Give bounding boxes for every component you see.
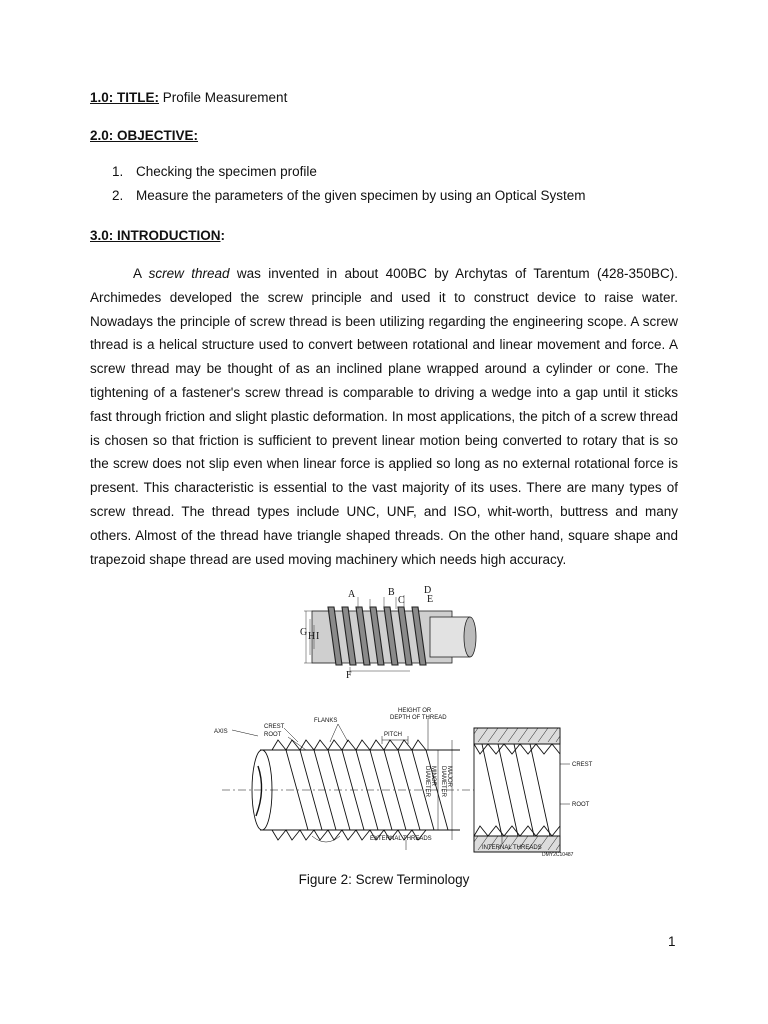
label-minor-1: MINOR — [430, 766, 436, 786]
label-minor-2: DIAMETER — [424, 766, 430, 798]
list-number: 2. — [112, 188, 124, 203]
label-major-2: DIAMETER — [440, 766, 446, 798]
label-figure-code: DMY2C10487 — [542, 852, 574, 858]
label-crest-right: CREST — [572, 762, 593, 768]
intro-lead: A — [133, 266, 149, 281]
label-a: A — [348, 589, 356, 600]
label-root-left: ROOT — [264, 732, 282, 738]
list-text: Measure the parameters of the given specimen by using an Optical System — [136, 188, 586, 203]
figure-caption: Figure 2: Screw Terminology — [298, 872, 470, 887]
list-number: 1. — [112, 164, 124, 179]
intro-body: was invented in about 400BC by Archytas of Tarentum (428-350BC). Archimedes developed the screw principle and used it to construct device to raise water. Nowadays the principle of screw thread is been utilizing regarding the engineering scope. A screw thread is a helical structure used to convert between rotational and linear movement and force. A screw thread may be thought of as an inclined plane wrapped around a cylinder or cone. The tightening of a fastener's screw thread is comparable to driving a wedge into a gap until it sticks fast through friction and slight plastic deformation. In most applications, the pitch of a screw thread is chosen so that friction is sufficient to prevent linear motion being converted to rotary that is so the screw does not slip even when linear force is applied so long as no external rotational force is present. This characteristic is essential to the vast majority of its uses. There are many types of screw thread. The thread types include UNC, UNF, and ISO, whit-worth, buttress and many others. Almost of the thread have triangle shaped threads. On the other hand, square shape and trapezoid shape thread are used moving machinery which needs high accuracy. — [90, 266, 678, 567]
section-objective-heading — [90, 128, 198, 143]
objective-colon: : — [193, 128, 199, 143]
label-crest-left: CREST — [264, 724, 285, 730]
section-title-heading — [90, 90, 287, 105]
label-external-threads: EXTERNAL THREADS — [370, 836, 432, 842]
screw-terminology-diagram — [212, 706, 606, 858]
section-introduction-heading — [90, 228, 225, 243]
label-i: I — [316, 631, 320, 642]
label-b: B — [388, 587, 395, 598]
objective-list — [112, 160, 585, 208]
section-number: 1.0: — [90, 90, 118, 105]
label-c: C — [398, 595, 405, 606]
screw-illustration — [300, 583, 480, 683]
page-number: 1 — [668, 934, 676, 949]
section-label: TITLE — [117, 90, 155, 105]
title-value: Profile Measurement — [159, 90, 288, 105]
label-axis: AXIS — [214, 729, 228, 735]
label-height-2: DEPTH OF THREAD — [390, 715, 447, 721]
introduction-colon: : — [220, 228, 226, 243]
introduction-paragraph — [90, 262, 678, 571]
list-text: Checking the specimen profile — [136, 164, 317, 179]
label-e: E — [427, 594, 434, 605]
label-internal-threads: INTERNAL THREADS — [482, 845, 542, 851]
list-item — [112, 160, 585, 184]
label-pitch: PITCH — [384, 732, 402, 738]
section-colon: : — [154, 90, 160, 105]
label-flanks: FLANKS — [314, 718, 338, 724]
label-f: F — [346, 670, 352, 681]
introduction-label: 3.0: INTRODUCTION — [90, 228, 221, 243]
label-h: H — [308, 631, 316, 642]
list-item — [112, 184, 585, 208]
objective-label: 2.0: OBJECTIVE — [90, 128, 194, 143]
label-major-1: MAJOR — [446, 766, 452, 787]
label-height-1: HEIGHT OR — [398, 708, 432, 714]
label-g: G — [300, 627, 308, 638]
intro-term: screw thread — [148, 266, 230, 281]
label-d: D — [424, 585, 432, 596]
label-root-right: ROOT — [572, 802, 590, 808]
